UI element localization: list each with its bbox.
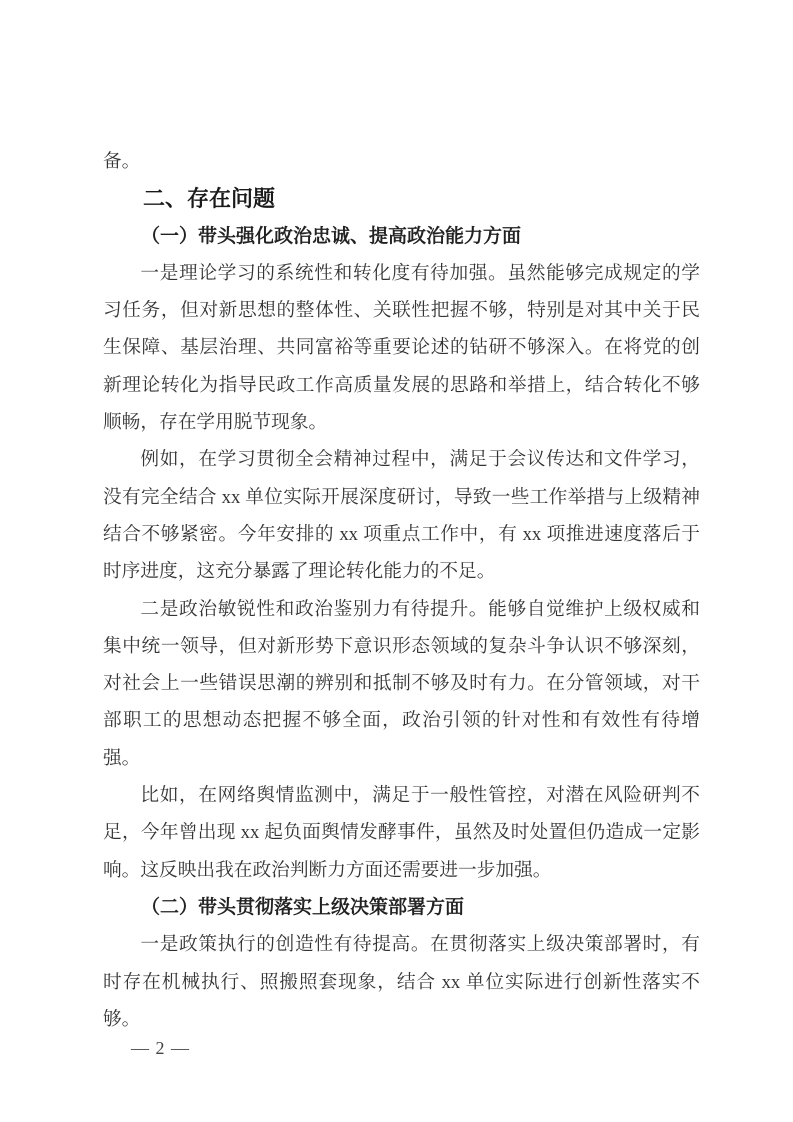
body-paragraph-political-acuity: 二是政治敏锐性和政治鉴别力有待提升。能够自觉维护上级权威和集中统一领导，但对新形势下意识形态领域的复杂斗争认识不够深刻，对社会上一些错误思潮的辨别和抵制不够及时有力。在分管领域，对干部职工的思想动态把握不够全面，政治引领的针对性和有效性有待增强。 xyxy=(103,598,700,769)
body-paragraph-theory-study: 一是理论学习的系统性和转化度有待加强。虽然能够完成规定的学习任务，但对新思想的整体性、关联性把握不够，特别是对其中关于民生保障、基层治理、共同富裕等重要论述的钻研不够深入。在将党的创新理论转化为指导民政工作高质量发展的思路和举措上，结合转化不够顺畅，存在学用脱节现象。 xyxy=(103,262,700,434)
body-paragraph-example-opinion-monitoring: 比如，在网络舆情监测中，满足于一般性管控，对潜在风险研判不足，今年曾出现 xx 起负面舆情发酵事件，虽然及时处置但仍造成一定影响。这反映出我在政治判断力方面还需要进一步加强。 xyxy=(103,785,700,881)
body-paragraph-policy-execution: 一是政策执行的创造性有待提高。在贯彻落实上级决策部署时，有时存在机械执行、照搬照套现象，结合 xx 单位实际进行创新性落实不够。 xyxy=(103,934,700,1030)
document-body xyxy=(103,143,700,1038)
paragraph-continuation: 备。 xyxy=(103,151,141,172)
page-number: — 2 — xyxy=(131,1038,190,1058)
body-paragraph-example-plenary: 例如，在学习贯彻全会精神过程中，满足于会议传达和文件学习，没有完全结合 xx 单位实际开展深度研讨，导致一些工作举措与上级精神结合不够紧密。今年安排的 xx 项重点工作中，有 xx 项推进速度落后于时序进度，这充分暴露了理论转化能力的不足。 xyxy=(103,449,700,583)
subsection-heading-2: （二）带头贯彻落实上级决策部署方面 xyxy=(141,896,465,918)
section-heading-problems: 二、存在问题 xyxy=(143,186,276,212)
subsection-heading-1: （一）带头强化政治忠诚、提高政治能力方面 xyxy=(141,225,522,247)
